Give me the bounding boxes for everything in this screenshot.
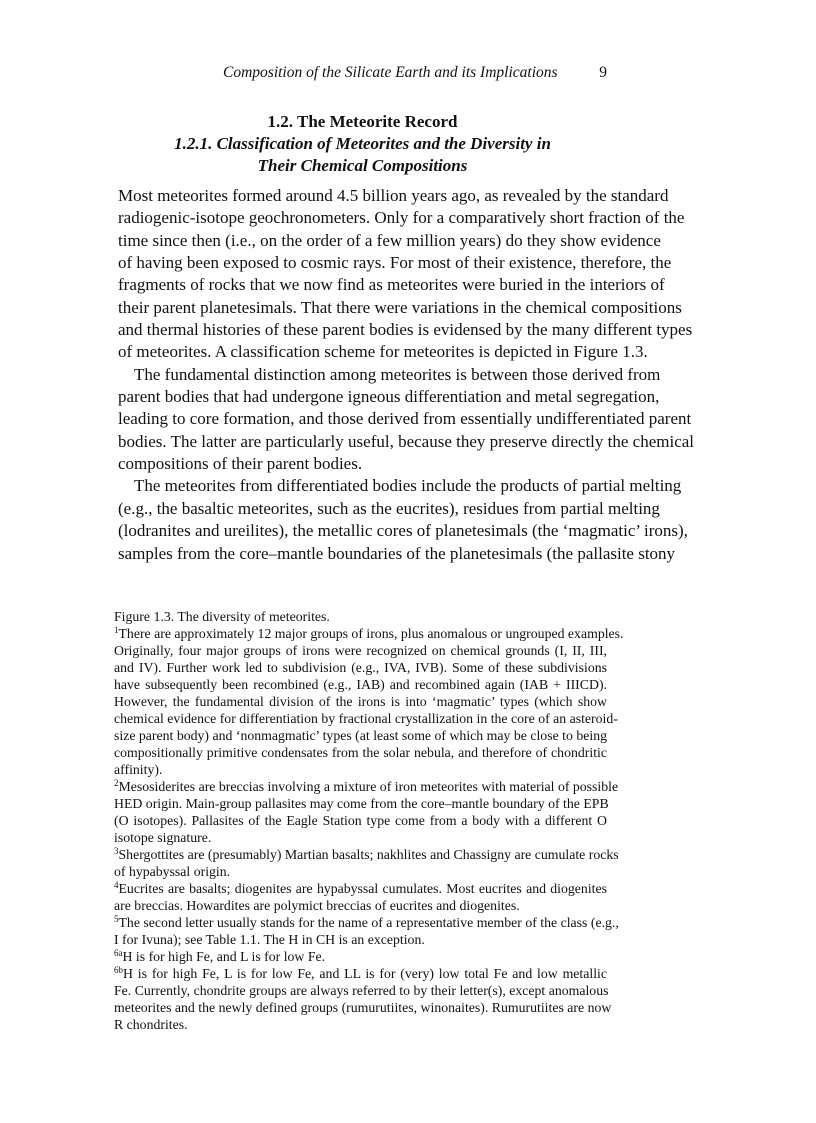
text-line: of meteorites. A classification scheme for meteorites is depicted in Figure 1.3. (118, 342, 648, 362)
text-line: bodies. The latter are particularly useful, because they preserve directly the chemical (118, 431, 695, 451)
footnote-text: H is for high Fe, L is for low Fe, and LL is for (very) low total Fe and low metallic (123, 966, 607, 981)
text-line: compositions of their parent bodies. (118, 454, 363, 474)
footnote-marker: 6b (114, 965, 123, 975)
footnote-line (114, 880, 607, 897)
footnote-line: meteorites and the newly defined groups (rumurutiites, winonaites). Rumurutiites are now (114, 1000, 612, 1015)
footnote (114, 914, 619, 948)
footnote-line (114, 948, 607, 965)
paragraph (118, 364, 695, 476)
footnote-marker: 6a (114, 948, 123, 958)
footnote-line: and IV). Further work led to subdivision (e.g., IVA, IVB). Some of these subdivisions (114, 660, 607, 675)
footnote-line: (O isotopes). Pallasites of the Eagle Station type come from a body with a different O (114, 813, 607, 828)
text-line: The meteorites from differentiated bodies include the products of partial melting (134, 476, 682, 496)
footnote-line: size parent body) and ‘nonmagmatic’ types (at least some of which may be close to being (114, 728, 607, 743)
footnote-marker: 5 (114, 914, 119, 924)
footnote-text: Mesosiderites are breccias involving a mixture of iron meteorites with material of possible (118, 779, 619, 794)
text-line: (lodranites and ureilites), the metallic cores of planetesimals (the ‘magmatic’ irons), (118, 521, 688, 541)
section-title: 1.2. The Meteorite Record (267, 112, 458, 131)
footnote (114, 625, 624, 778)
footnote-text: Eucrites are basalts; diogenites are hypabyssal cumulates. Most eucrites and diogenites (118, 881, 607, 896)
footnote-line: R chondrites. (114, 1017, 188, 1032)
text-line: and thermal histories of these parent bodies is evidensed by the many different types (118, 320, 693, 340)
running-title: Composition of the Silicate Earth and its Implications (223, 64, 558, 81)
footnote-line: HED origin. Main-group pallasites may come from the core–mantle boundary of the EPB (114, 796, 609, 811)
footnote-line (114, 846, 619, 863)
footnote-marker: 3 (114, 846, 119, 856)
text-line: samples from the core–mantle boundaries of the planetesimals (the pallasite stony (118, 543, 676, 563)
text-line: radiogenic-isotope geochronometers. Only for a comparatively short fraction of the (118, 208, 685, 228)
footnote-line: are breccias. Howardites are polymict breccias of eucrites and diogenites. (114, 898, 520, 913)
text-line: leading to core formation, and those derived from essentially undifferentiated parent (118, 409, 692, 429)
footnote-line (114, 965, 607, 982)
text-line: (e.g., the basaltic meteorites, such as the eucrites), residues from partial melting (118, 498, 660, 518)
body-text (118, 185, 695, 565)
footnote-text: There are approximately 12 major groups of irons, plus anomalous or ungrouped examples. (118, 626, 624, 641)
footnote-marker: 1 (114, 625, 119, 635)
footnote-line: have subsequently been recombined (e.g., IAB) and recombined again (IAB + IIICD). (114, 677, 607, 692)
footnote-line: Originally, four major groups of irons were recognized on chemical grounds (I, II, III, (114, 643, 607, 658)
footnote-marker: 4 (114, 880, 119, 890)
running-head (118, 64, 607, 84)
footnote-line (114, 778, 619, 795)
text-line: Most meteorites formed around 4.5 billion years ago, as revealed by the standard (118, 186, 669, 205)
footnote-text: The second letter usually stands for the name of a representative member of the class (e.g., (118, 915, 619, 930)
footnote (114, 965, 612, 1033)
text-line: The fundamental distinction among meteorites is between those derived from (134, 364, 661, 384)
footnote-line: However, the fundamental division of the irons is into ‘magmatic’ types (which show (114, 694, 607, 709)
text-line: parent bodies that had undergone igneous differentiation and metal segregation, (118, 387, 660, 407)
footnote-line: isotope signature. (114, 830, 212, 845)
subsection-title-line: Their Chemical Compositions (257, 156, 468, 175)
footnote-text: Shergottites are (presumably) Martian basalts; nakhlites and Chassigny are cumulate rocks (118, 847, 619, 862)
footnote-line: affinity). (114, 762, 163, 777)
paragraph (118, 475, 688, 564)
footnote-line: I for Ivuna); see Table 1.1. The H in CH is an exception. (114, 932, 425, 947)
paragraph (118, 185, 693, 364)
footnote-line: compositionally primitive condensates from the solar nebula, and therefore of chondritic (114, 745, 607, 760)
text-line: time since then (i.e., on the order of a few million years) do they show evidence (118, 230, 661, 250)
footnote-line (114, 914, 619, 931)
footnote-line: chemical evidence for differentiation by fractional crystallization in the core of an asteroid- (114, 711, 618, 726)
text-line: fragments of rocks that we now find as meteorites were buried in the interiors of (118, 275, 665, 295)
footnote-text: H is for high Fe, and L is for low Fe. (122, 949, 326, 964)
figure-caption: Figure 1.3. The diversity of meteorites. (114, 609, 330, 624)
subsection-title-line: 1.2.1. Classification of Meteorites and the Diversity in (174, 134, 551, 153)
subsection-title (118, 133, 607, 177)
footnote-marker: 2 (114, 778, 119, 788)
footnote-line: Fe. Currently, chondrite groups are always referred to by their letter(s), except anomalous (114, 983, 609, 998)
text-line: of having been exposed to cosmic rays. For most of their existence, therefore, the (118, 253, 672, 273)
page-number: 9 (599, 64, 607, 81)
footnote-line: of hypabyssal origin. (114, 864, 231, 879)
footnote-line (114, 625, 624, 642)
text-line: their parent planetesimals. That there were variations in the chemical compositions (118, 297, 682, 317)
footnote (114, 846, 619, 880)
footnote (114, 778, 619, 846)
footnote (114, 880, 607, 914)
figure-notes (114, 608, 624, 1033)
footnote (114, 948, 607, 965)
